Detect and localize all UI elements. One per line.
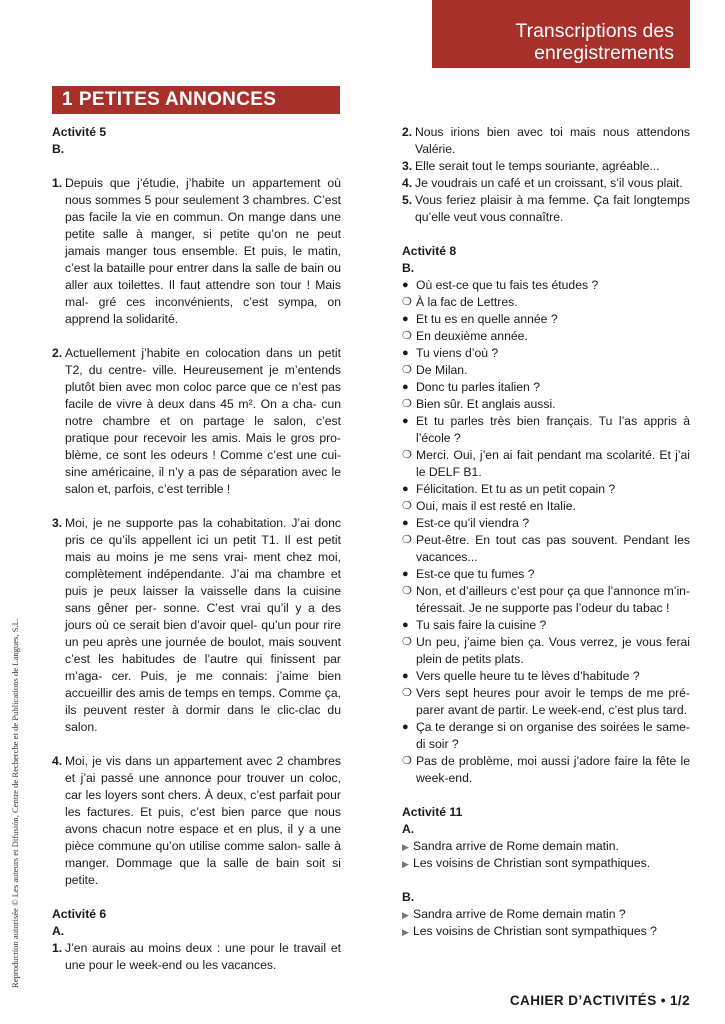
filled-bullet-icon: ● bbox=[402, 619, 409, 631]
triangle-icon: ▶ bbox=[402, 859, 409, 869]
triangle-icon: ▶ bbox=[402, 910, 409, 920]
item-text: Vous feriez plaisir à ma femme. Ça fait longtemps qu’elle veut vous connaître. bbox=[415, 193, 690, 224]
dialogue-text: À la fac de Lettres. bbox=[416, 295, 518, 309]
dialogue-line bbox=[402, 617, 690, 634]
item-number: 3. bbox=[402, 159, 413, 173]
section-heading bbox=[52, 86, 340, 114]
item-number: 3. bbox=[52, 516, 63, 530]
hollow-bullet-icon: ❍ bbox=[402, 364, 412, 376]
triangle-icon: ▶ bbox=[402, 842, 409, 852]
filled-bullet-icon: ● bbox=[402, 313, 409, 325]
filled-bullet-icon: ● bbox=[402, 381, 409, 393]
dialogue-text: Vers sept heures pour avoir le temps de me pré- parer avant de partir. Le week-end, c’est plus tard. bbox=[416, 686, 690, 717]
dialogue-text: Où est-ce que tu fais tes études ? bbox=[416, 278, 599, 292]
dialogue-line bbox=[402, 277, 690, 294]
dialogue-line bbox=[402, 532, 690, 566]
item-number: 1. bbox=[52, 176, 63, 190]
item-text: Depuis que j’étudie, j’habite un appartement où nous sommes 5 pour seulement 3 chambres. C’est pas facile la vie en commun. On mange dans une petite salle à manger, si petite qu’on ne peut jamais manger tous ensemble. Et puis, le matin, c’est la bataille pour entrer dans la salle de bain ou aller aux toilettes. Il faut attendre son tour ! Mais mal- gré ces inconvénients, c’est sympa, on apprend la solidarité. bbox=[65, 176, 341, 326]
dialogue-text: Non, et d’ailleurs c’est pour ça que l’annonce m’in- téressait. Je ne supporte pas l’odeur du tabac ! bbox=[416, 584, 690, 615]
item-text: J’en aurais au moins deux : une pour le travail et une pour le week-end ou les vacances. bbox=[65, 941, 341, 972]
section-number: 1 bbox=[62, 89, 73, 110]
dialogue-line bbox=[402, 413, 690, 447]
dialogue-text: Est-ce que tu fumes ? bbox=[416, 567, 535, 581]
activity6-sub: A. bbox=[52, 924, 65, 938]
activity11-b-item-2 bbox=[402, 923, 690, 940]
activity5-item-1 bbox=[52, 175, 341, 328]
dialogue-text: Oui, mais il est resté en Italie. bbox=[416, 499, 576, 513]
right-column bbox=[402, 124, 690, 940]
activity6-item-4 bbox=[402, 175, 690, 192]
section-title: PETITES ANNONCES bbox=[78, 89, 277, 110]
hollow-bullet-icon: ❍ bbox=[402, 755, 412, 767]
dialogue-line bbox=[402, 447, 690, 481]
activity11-a-item-2 bbox=[402, 855, 690, 872]
dialogue-line bbox=[402, 566, 690, 583]
item-text: Actuellement j’habite en colocation dans un petit T2, du centre- ville. Heureusement je m’entends plutôt bien avec mon coloc parce que ce n’est pas facile de vivre à deux dans 45 m². On a cha- cun notre chambre et on partage le salon, c’est pratique pour recevoir les amis. Mais le gros pro- blème, ce sont les odeurs ! Comme c’est une cui- sine américaine, il n’y a pas de séparation avec le salon et, parfois, c’est terrible ! bbox=[65, 346, 341, 496]
dialogue-text: Tu sais faire la cuisine ? bbox=[416, 618, 547, 632]
activity11-a-item-1 bbox=[402, 838, 690, 855]
dialogue-line bbox=[402, 311, 690, 328]
filled-bullet-icon: ● bbox=[402, 415, 409, 427]
filled-bullet-icon: ● bbox=[402, 517, 409, 529]
activity6-title: Activité 6 bbox=[52, 907, 107, 921]
dialogue-text: Et tu es en quelle année ? bbox=[416, 312, 558, 326]
dialogue-line bbox=[402, 515, 690, 532]
dialogue-line bbox=[402, 583, 690, 617]
hollow-bullet-icon: ❍ bbox=[402, 296, 412, 308]
dialogue-line bbox=[402, 396, 690, 413]
activity5-item-4 bbox=[52, 753, 341, 889]
dialogue-text: Ça te derange si on organise des soirées le same- di soir ? bbox=[416, 720, 690, 751]
item-text: Moi, je vis dans un appartement avec 2 chambres et j’ai passé une annonce pour trouver un coloc, car les loyers sont chers. À deux, c’est parfait pour les factures. Et puis, c’est bien parce que nous avons chacun notre espace et en plus, il y a une pièce commune qu’on utilise comme salon- salle à manger. Dommage que la salle de bain soit si petite. bbox=[65, 754, 341, 887]
item-text: Elle serait tout le temps souriante, agréable... bbox=[415, 159, 660, 173]
dialogue-line bbox=[402, 345, 690, 362]
activity5-sub: B. bbox=[52, 142, 65, 156]
item-number: 1. bbox=[52, 941, 63, 955]
item-text: Moi, je ne supporte pas la cohabitation. J’ai donc pris ce qu’ils appellent ici un petit T1. Il est petit mais au moins je me sens vrai- ment chez moi, complètement indépendante. J’ai ma chambre et puis je peux laisser la vaisselle dans la cuisine sans gêner per- sonne. C’est vrai qu’il y a des jours où ce serait bien d’avoir quel- qu’un pour rire un peu après une journée de boulot, mais souvent c’est les habitudes de l’autre qui finissent par m’aga- cer. Puis, je me connais: j’aime bien accueillir des amis de temps en temps. Comme ça, ils peuvent rester à dormir dans le clic-clac du salon. bbox=[65, 516, 341, 734]
dialogue-text: Tu viens d’où ? bbox=[416, 346, 499, 360]
dialogue-line bbox=[402, 498, 690, 515]
filled-bullet-icon: ● bbox=[402, 721, 409, 733]
item-text: Je voudrais un café et un croissant, s’il vous plait. bbox=[415, 176, 683, 190]
activity11-title: Activité 11 bbox=[402, 805, 463, 819]
activity5-item-2 bbox=[52, 345, 341, 498]
dialogue-line bbox=[402, 328, 690, 345]
footer-label: CAHIER D’ACTIVITÉS • 1/2 bbox=[509, 993, 690, 1008]
dialogue-line bbox=[402, 294, 690, 311]
hollow-bullet-icon: ❍ bbox=[402, 534, 412, 546]
item-text: Sandra arrive de Rome demain matin ? bbox=[413, 907, 626, 921]
left-column bbox=[52, 124, 341, 974]
dialogue-text: Et tu parles très bien français. Tu l’as appris à l’école ? bbox=[416, 414, 690, 445]
dialogue-text: Merci. Oui, j’en ai fait pendant ma scolarité. Et j’ai le DELF B1. bbox=[416, 448, 690, 479]
item-text: Nous irions bien avec toi mais nous attendons Valérie. bbox=[415, 125, 690, 156]
item-number: 4. bbox=[402, 176, 413, 190]
header-title-line2: enregistrements bbox=[534, 42, 674, 64]
hollow-bullet-icon: ❍ bbox=[402, 500, 412, 512]
activity8-title: Activité 8 bbox=[402, 244, 457, 258]
dialogue-line bbox=[402, 685, 690, 719]
dialogue-text: De Milan. bbox=[416, 363, 468, 377]
dialogue-text: Donc tu parles italien ? bbox=[416, 380, 540, 394]
dialogue-text: Un peu, j’aime bien ça. Vous verrez, je vous ferai plein de petits plats. bbox=[416, 635, 690, 666]
item-number: 5. bbox=[402, 193, 413, 207]
item-text: Les voisins de Christian sont sympathiques ? bbox=[413, 924, 657, 938]
activity11-sub-a: A. bbox=[402, 822, 415, 836]
filled-bullet-icon: ● bbox=[402, 279, 409, 291]
activity11-b-item-1 bbox=[402, 906, 690, 923]
activity6-item-1 bbox=[52, 940, 341, 974]
item-number: 4. bbox=[52, 754, 63, 768]
hollow-bullet-icon: ❍ bbox=[402, 585, 412, 597]
dialogue-line bbox=[402, 481, 690, 498]
filled-bullet-icon: ● bbox=[402, 568, 409, 580]
item-text: Sandra arrive de Rome demain matin. bbox=[413, 839, 619, 853]
activity11-sub-b: B. bbox=[402, 890, 415, 904]
dialogue-line bbox=[402, 362, 690, 379]
dialogue-text: Vers quelle heure tu te lèves d’habitude ? bbox=[416, 669, 640, 683]
hollow-bullet-icon: ❍ bbox=[402, 449, 412, 461]
dialogue-text: Peut-être. En tout cas pas souvent. Pendant les vacances... bbox=[416, 533, 690, 564]
activity5-title: Activité 5 bbox=[52, 125, 107, 139]
hollow-bullet-icon: ❍ bbox=[402, 687, 412, 699]
dialogue-line bbox=[402, 379, 690, 396]
dialogue-text: En deuxième année. bbox=[416, 329, 528, 343]
dialogue-text: Pas de problème, moi aussi j’adore faire la fête le week-end. bbox=[416, 754, 690, 785]
filled-bullet-icon: ● bbox=[402, 483, 409, 495]
filled-bullet-icon: ● bbox=[402, 670, 409, 682]
dialogue-line bbox=[402, 719, 690, 753]
dialogue-line bbox=[402, 668, 690, 685]
dialogue-line bbox=[402, 634, 690, 668]
hollow-bullet-icon: ❍ bbox=[402, 398, 412, 410]
dialogue-text: Bien sûr. Et anglais aussi. bbox=[416, 397, 556, 411]
activity8-sub: B. bbox=[402, 261, 415, 275]
activity6-item-3 bbox=[402, 158, 690, 175]
dialogue-text: Félicitation. Et tu as un petit copain ? bbox=[416, 482, 616, 496]
activity6-item-2 bbox=[402, 124, 690, 158]
filled-bullet-icon: ● bbox=[402, 347, 409, 359]
dialogue-text: Est-ce qu’il viendra ? bbox=[416, 516, 530, 530]
activity8-dialogue bbox=[402, 277, 690, 787]
activity5-item-3 bbox=[52, 515, 341, 736]
item-text: Les voisins de Christian sont sympathiques. bbox=[413, 856, 651, 870]
triangle-icon: ▶ bbox=[402, 927, 409, 937]
side-credit: Reproduction autorisée © Les auteurs et Difusión, Centre de Recherche et de Publications de Langues, S.L. bbox=[10, 618, 20, 988]
header-title-line1: Transcriptions des bbox=[515, 20, 674, 42]
hollow-bullet-icon: ❍ bbox=[402, 636, 412, 648]
item-number: 2. bbox=[52, 346, 63, 360]
item-number: 2. bbox=[402, 125, 413, 139]
hollow-bullet-icon: ❍ bbox=[402, 330, 412, 342]
header-band bbox=[432, 0, 690, 68]
activity6-item-5 bbox=[402, 192, 690, 226]
dialogue-line bbox=[402, 753, 690, 787]
